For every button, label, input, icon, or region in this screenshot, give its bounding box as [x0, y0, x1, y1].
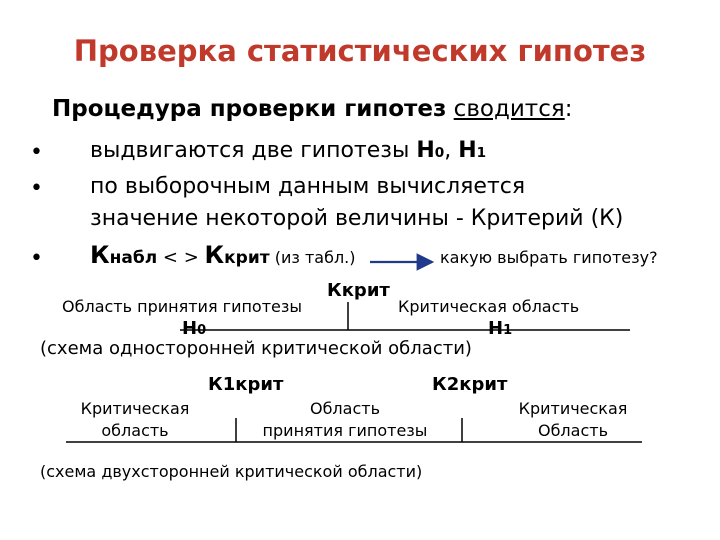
h0-subscript: 0 — [434, 145, 445, 161]
two-sided-left-critical-line-2: область — [101, 421, 169, 440]
table-note: (из табл.) — [269, 248, 356, 267]
two-sided-right-critical-line-2: Область — [537, 421, 609, 440]
two-sided-right-critical-line-1: Критическая — [518, 399, 628, 418]
bullet-3-marker: • — [30, 246, 43, 271]
two-sided-left-critical-line-1: Критическая — [80, 399, 190, 418]
two-sided-caption: (схема двухсторонней критической области) — [40, 462, 423, 481]
one-sided-h1-subscript: 1 — [503, 323, 513, 338]
one-sided-h0-subscript: 0 — [197, 323, 207, 338]
compare-symbol: < > — [157, 247, 205, 268]
two-sided-accept-line-1: Область — [309, 399, 381, 418]
one-sided-h0-symbol: H — [182, 318, 198, 339]
h0-symbol: H — [416, 138, 435, 163]
one-sided-critical-region-label: Критическая область — [398, 297, 580, 316]
intro-bold: Процедура проверки гипотез — [52, 96, 447, 122]
one-sided-caption: (схема односторонней критической области) — [40, 338, 472, 359]
one-sided-kkrit-label: Ккрит — [327, 280, 390, 301]
k-nabl-symbol: К — [90, 241, 110, 269]
two-sided-k1-label: К1крит — [208, 374, 284, 395]
k-nabl-subscript: набл — [109, 248, 158, 268]
one-sided-h1-symbol: H — [488, 318, 504, 339]
k-krit-subscript: крит — [224, 248, 270, 268]
intro-colon: : — [564, 96, 573, 122]
one-sided-h0-label — [182, 318, 206, 339]
k-krit-symbol: К — [204, 241, 225, 269]
slide-title: Проверка статистических гипотез — [73, 34, 647, 68]
bullet-1-main: выдвигаются две гипотезы — [90, 138, 417, 163]
h1-symbol: H — [458, 138, 477, 163]
choose-hypothesis-question: какую выбрать гипотезу? — [440, 248, 658, 267]
h1-subscript: 1 — [476, 145, 487, 161]
bullet-2-line-2: значение некоторой величины - Критерий (К) — [90, 206, 624, 231]
bullet-2-line-1: по выборочным данным вычисляется — [90, 174, 526, 199]
one-sided-h1-label — [488, 318, 512, 339]
bullet-1-separator: , — [444, 138, 459, 163]
two-sided-k2-label: К2крит — [432, 374, 508, 395]
one-sided-accept-region-label: Область принятия гипотезы — [62, 297, 303, 316]
two-sided-accept-line-2: принятия гипотезы — [262, 421, 428, 440]
bullet-2-marker: • — [30, 176, 43, 201]
bullet-1-marker: • — [30, 140, 43, 165]
intro-underlined: сводится — [453, 96, 565, 122]
